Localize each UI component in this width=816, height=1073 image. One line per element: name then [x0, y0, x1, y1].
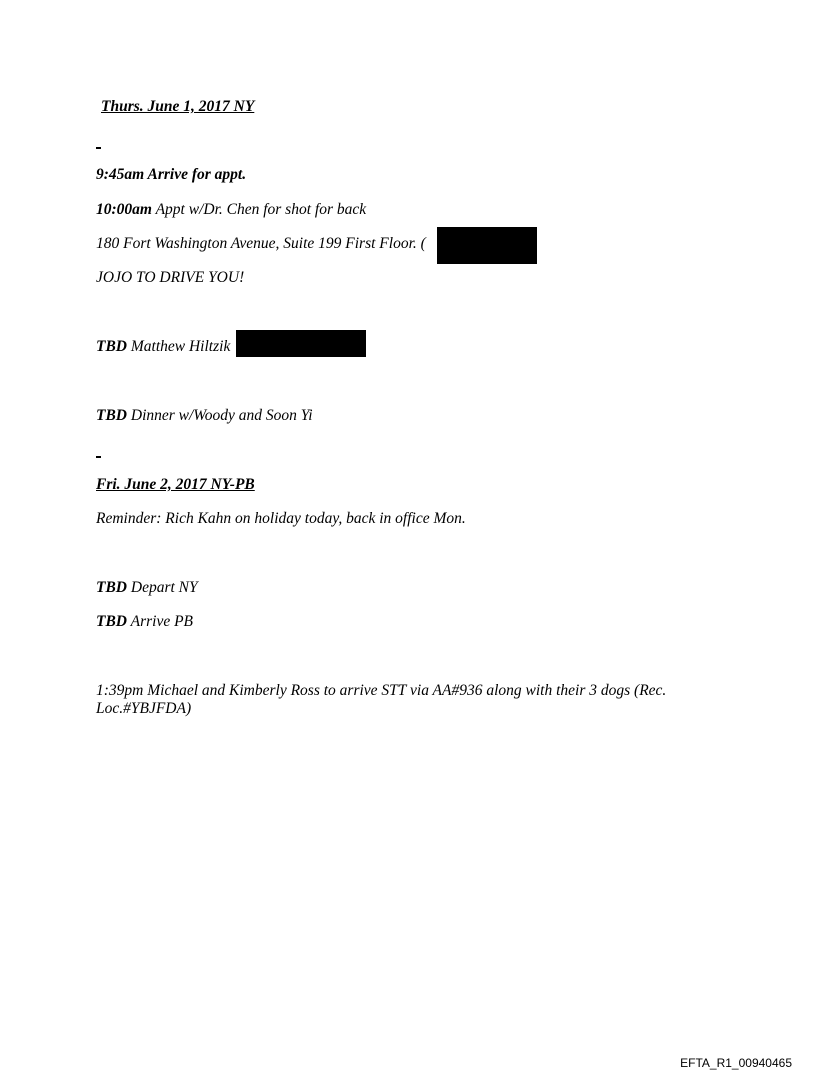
day1-heading: [101, 98, 254, 116]
driver-note-line: [96, 269, 244, 287]
tbd-label: TBD: [96, 338, 127, 355]
driver-note-text: JOJO TO DRIVE YOU!: [96, 269, 245, 286]
arrive-line: [96, 166, 246, 184]
day2-heading-text: Fri. June 2, 2017 NY-PB: [96, 476, 255, 493]
address-text: 180 Fort Washington Avenue, Suite 199 First Floor. (: [96, 235, 426, 252]
reminder-line: [96, 510, 466, 528]
appointment-time: 10:00am: [96, 201, 152, 218]
tbd-arrive-line: [96, 613, 193, 631]
appointment-text: Appt w/Dr. Chen for shot for back: [155, 201, 367, 218]
address-line: [96, 235, 426, 253]
tbd-label: TBD: [96, 613, 127, 630]
redaction-block: [236, 330, 366, 357]
tbd-label: TBD: [96, 407, 127, 424]
arrive-time-text: 9:45am Arrive for appt.: [96, 166, 247, 183]
separator-dash: [96, 456, 101, 458]
tbd-depart-line: [96, 579, 198, 597]
tbd-arrive-text: Arrive PB: [130, 613, 194, 630]
tbd-dinner-text: Dinner w/Woody and Soon Yi: [130, 407, 313, 424]
day1-heading-text: Thurs. June 1, 2017 NY: [101, 98, 255, 115]
document-id: EFTA_R1_00940465: [680, 1056, 792, 1070]
appointment-line: [96, 201, 366, 219]
day2-heading: [96, 476, 255, 494]
tbd-depart-text: Depart NY: [130, 579, 198, 596]
tbd-label: TBD: [96, 579, 127, 596]
tbd-contact-text: Matthew Hiltzik: [130, 338, 231, 355]
separator-dash: [96, 147, 101, 149]
tbd-contact-line: [96, 338, 230, 356]
reminder-text: Reminder: Rich Kahn on holiday today, back in office Mon.: [96, 510, 466, 527]
arrival-note: 1:39pm Michael and Kimberly Ross to arrive STT via AA#936 along with their 3 dogs (Rec. Loc.#YBJFDA): [96, 682, 667, 717]
redaction-block: [437, 227, 537, 264]
tbd-dinner-line: [96, 407, 313, 425]
